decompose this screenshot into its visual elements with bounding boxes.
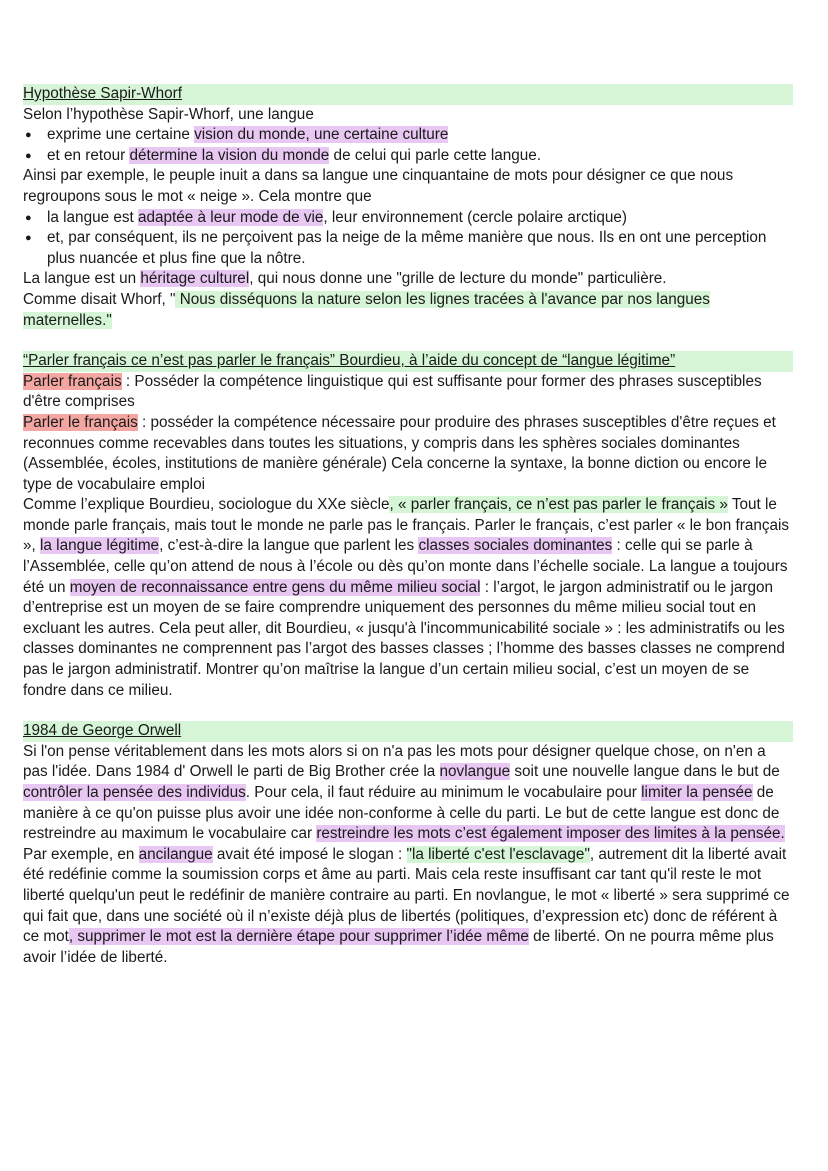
text: . Pour cela, il faut réduire au minimum le vocabulaire pour [245, 784, 642, 801]
definition [23, 372, 793, 413]
text: Tout le monde parle français, mais tout le monde ne parle pas le français. Parler le français, c’est parler « le bon français », [23, 496, 790, 555]
paragraph [23, 290, 793, 331]
highlight-green: "la liberté c'est l'esclavage" [406, 845, 590, 863]
text: de manière à ce qu'on puisse plus avoir une idée non-conforme à celle du parti. Le but de cette langue est donc de restreindre au maximum le vocabulaire car [23, 784, 780, 843]
definition [23, 413, 793, 495]
paragraph: Selon l’hypothèse Sapir-Whorf, une langue [23, 105, 314, 123]
paragraph [23, 742, 793, 845]
highlight-purple: contrôler la pensée des individus [23, 784, 246, 801]
text: Comme l’explique Bourdieu, sociologue du XXe siècle [23, 496, 390, 514]
paragraph [23, 495, 793, 701]
section-title-sapir-whorf: Hypothèse Sapir-Whorf [23, 84, 793, 105]
highlight-purple: détermine la vision du monde [129, 146, 330, 164]
highlight-purple: héritage culturel [140, 270, 250, 288]
highlight-purple: adaptée à leur mode de vie [138, 208, 324, 226]
paragraph [23, 269, 793, 290]
section-title-bourdieu: “Parler français ce n’est pas parler le français” Bourdieu, à l’aide du concept de “langue légitime” [23, 351, 793, 372]
spacer [23, 701, 793, 721]
text: Par exemple, en [23, 845, 139, 863]
text: , c’est-à-dire la langue que parlent les [159, 537, 419, 555]
highlight-purple: la langue légitime [40, 537, 160, 555]
text: avait été imposé le slogan : [212, 845, 407, 863]
highlight-purple: limiter la pensée [641, 784, 753, 801]
text: , leur environnement (cercle polaire arctique) [323, 208, 627, 226]
text: de celui qui parle cette langue. [329, 146, 542, 164]
highlight-green: , « parler français, ce n’est pas parler le français » [389, 496, 728, 514]
text: , qui nous donne une "grille de lecture du monde" particulière. [249, 270, 667, 288]
text: : posséder la compétence nécessaire pour produire des phrases susceptibles d'être reçues et reconnues comme recevables dans toutes les situations, y compris dans les sphères sociales dominantes (Assemblée, écoles, institutions de manière générale) Cela concerne la syntaxe, la bonne diction ou encore le type de vocabulaire emploi [23, 413, 776, 493]
paragraph: Ainsi par exemple, le peuple inuit a dans sa langue une cinquantaine de mots pour désigner ce que nous regroupons sous le mot « neige ». Cela montre que [23, 167, 734, 205]
highlight-purple: novlangue [439, 763, 511, 781]
text: Comme disait Whorf, " [23, 290, 176, 308]
paragraph [23, 845, 793, 969]
text: : celle qui se parle à l’Assemblée, celle qu’on attend de nous à l’école ou dès qu’on monte dans l’échelle sociale. La langue a toujours été un [23, 537, 788, 596]
highlight-purple: ancilangue [138, 845, 213, 863]
highlight-red: Parler le français [23, 413, 138, 431]
highlight-red: Parler français [23, 372, 122, 390]
text: : l’argot, le jargon administratif ou le jargon d’entreprise est un moyen de se faire comprendre uniquement des personnes du même milieu social tout en excluant les autres. Cela peut aller, dit Bourdieu, « jusqu'à l'incommunicabilité sociale » : les administratifs ou les classes dominantes ne comprennent pas l’argot des basses classes ; l’homme des basses classes ne comprend pas le jargon administratif. Montrer qu’on maîtrise la langue d’un certain milieu social, c’est un moyen de se fondre dans ce milieu. [23, 578, 785, 699]
section-title-orwell: 1984 de George Orwell [23, 721, 793, 742]
spacer [23, 331, 793, 351]
bullet-item [23, 208, 793, 229]
text: La langue est un [23, 270, 141, 288]
bullet-item [23, 125, 793, 146]
highlight-purple: , supprimer le mot est la dernière étape pour supprimer l’idée même [68, 928, 529, 946]
highlight-purple: restreindre les mots c’est également imposer des limites à la pensée. [316, 825, 785, 843]
text: : Posséder la compétence linguistique qui est suffisante pour former des phrases susceptibles d'être comprises [23, 372, 762, 411]
highlight-purple: classes sociales dominantes [418, 537, 613, 555]
document-body [23, 84, 793, 968]
highlight-purple: moyen de reconnaissance entre gens du même milieu social [69, 578, 481, 596]
text: exprime une certaine [47, 126, 195, 144]
highlight-purple: vision du monde, une certaine culture [194, 126, 449, 144]
text: et en retour [47, 146, 130, 164]
text: Si l'on pense véritablement dans les mots alors si on n'a pas les mots pour désigner quelque chose, on n'en a pas l'idée. Dans 1984 d' Orwell le parti de Big Brother crée la [23, 742, 766, 781]
highlight-green: Nous disséquons la nature selon les lignes tracées à l'avance par nos langues maternelles." [23, 290, 710, 329]
text: de liberté. On ne pourra même plus avoir l’idée de liberté. [23, 928, 774, 966]
text: la langue est [47, 208, 138, 226]
text: soit une nouvelle langue dans le but de [510, 763, 780, 781]
bullet-item [23, 146, 793, 167]
text: , autrement dit la liberté avait été redéfinie comme la soumission corps et âme au parti. Mais cela reste insuffisant car tant qu'il reste le mot liberté quelqu'un peut le redéfinir de manière contraire au parti. En novlangue, le mot « liberté » sera supprimé ce qui fait que, dans une société où il n’existe déjà plus de libertés (politiques, d’expression etc) donc de référent à ce mot [23, 845, 790, 946]
bullet-item: ● et, par conséquent, ils ne perçoivent pas la neige de la même manière que nous. Ils en ont une perception plus nuancée et plus fine que la nôtre. [23, 228, 793, 269]
